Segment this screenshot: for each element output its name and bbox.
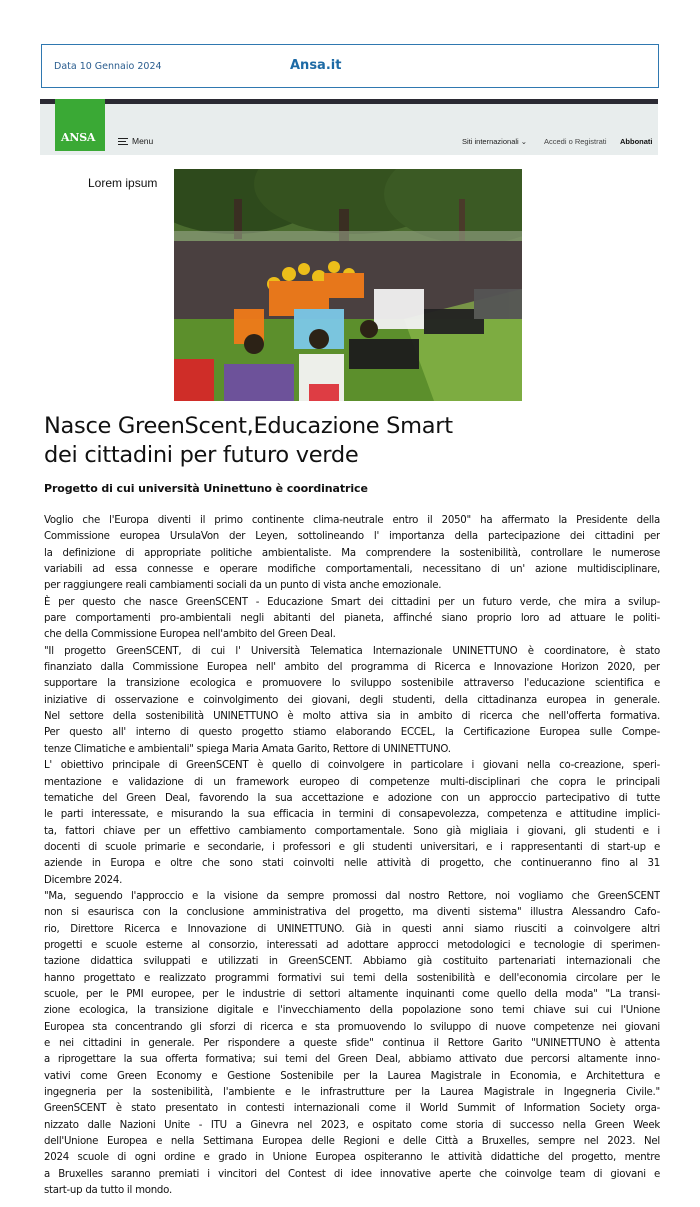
article-body-line: nizzato dalle Nazioni Unite - ITU a Ginevra nel 2023, e ospitato come storia di successo nella Green Week: [44, 1119, 660, 1131]
article-body-line: L' obiettivo principale di GreenSCENT è quello di coinvolgere in particolare i giovani nella co-creazione, speri-: [44, 760, 660, 772]
article-body-line: finanziato dalla Commissione Europea nell' ambito del programma di Ricerca e Innovazione Horizon 2020, per: [44, 662, 660, 674]
title-line: Nasce GreenScent,Educazione Smart: [44, 413, 453, 439]
article-body-line: Nel settore della sostenibilità UNINETTUNO è molto attiva sia in ambito di ricerca che nell'offerta formativa.: [44, 711, 660, 723]
article-body-line: Commissione europea UrsulaVon der Leyen, sottolineando l' importanza della partecipazione dei cittadini per: [44, 531, 660, 543]
article-body-line: dell'Unione Europea e nella Settimana Europea delle Regioni e delle Città a Bruxelles, sempre nel 2023. Nel: [44, 1136, 660, 1148]
article-body-line: scuole, per le PMI europee, per le industrie di settori altamente inquinanti come quello della moda" "La transi-: [44, 988, 660, 1000]
menu-label: Menu: [132, 136, 154, 146]
article-body-line: pare comportamenti pro-ambientali negli abitanti del pianeta, affinché siano proprio loro ad attuare le politi-: [44, 613, 660, 625]
article-body-line: GreenSCENT è stato presentato in contesti internazionali come il World Summit of Information Society orga-: [44, 1103, 660, 1115]
article-body-line: tematiche del Green Deal, favorendo la sua accettazione e adozione con un approccio partecipativo di tutte: [44, 792, 660, 804]
article-body-line: tazione didattica sviluppati e utilizzati in GreenSCENT. Abbiamo già costituito partenariati internazionali che: [44, 956, 660, 968]
article-body-line: tenze Climatiche e ambientali" spiega Maria Amata Garito, Rettore di UNINETTUNO.: [44, 743, 451, 755]
article-body-line: zione ecologica, la transizione digitale e l'invecchiamento della popolazione sono temi chiave sui cui l'Unione: [44, 1005, 660, 1017]
hamburger-icon: [118, 138, 128, 145]
article-body-line: e nei cittadini in generale. Per rispondere a queste sfide" continua il Rettore Garito "UNINETTUNO è attenta: [44, 1038, 660, 1049]
article-body-line: hanno progettato e realizzato programmi formativi sui temi della sostenibilità e dell'economia circolare per le: [44, 972, 660, 984]
article-body-line: Per questo all' interno di questo progetto stiamo elaborando ECCEL, la Certificazione Europea sulle Compe-: [44, 727, 660, 739]
publication-source: Ansa.it: [290, 58, 342, 73]
article-subtitle: Progetto di cui università Uninettuno è coordinatrice: [44, 482, 368, 495]
article-body-line: "Il progetto GreenSCENT, di cui l' Università Telematica Internazionale UNINETTUNO è coordinatore, è stato: [44, 645, 660, 657]
ansa-navbar: [40, 99, 658, 155]
article-body-line: docenti di scuole primarie e secondarie, i professori e gli studenti universitari, e i rappresentanti di start-up e: [44, 841, 660, 853]
article-body-line: Europea sta concentrando gli sforzi di ricerca e sta promuovendo lo sviluppo di nuove competenze nei giovani: [44, 1021, 660, 1033]
article-body-line: 2024 scuole di ogni ordine e grado in Unione Europea ospiteranno le attività didattiche del progetto, mentre: [44, 1152, 660, 1164]
article-title: [44, 412, 453, 470]
title-line: dei cittadini per futuro verde: [44, 442, 359, 468]
article-body-line: a riprogettare la sua offerta formativa; sui temi del Green Deal, abbiamo attivato due percorsi altamente inno-: [44, 1054, 660, 1066]
ansa-logo-text: ANSA: [61, 131, 96, 144]
article-body-line: iniziative di osservazione e coinvolgimento dei giovani, degli studenti, della cittadinanza europea in generale.: [44, 694, 660, 706]
article-body-line: Dicembre 2024.: [44, 874, 123, 886]
article-body: [44, 513, 660, 1199]
article-body-line: vativi come Green Economy e Gestione Sostenibile per la Laurea Magistrale in Economia, e Architettura e: [44, 1070, 660, 1082]
article-body-line: che della Commissione Europea nell'ambito del Green Deal.: [44, 629, 336, 641]
article-body-line: ingegneria per la sostenibilità, l'ambiente e le infrastrutture per la Laurea Magistrale in Ingegneria Civile.": [44, 1087, 660, 1099]
subscribe-link[interactable]: Abbonati: [620, 137, 653, 146]
children-in-park-photo: [174, 169, 522, 401]
article-body-line: a Bruxelles saranno premiati i vincitori del Contest di idee innovative aperte che coinvolge team di giovani e: [44, 1168, 660, 1180]
article-body-line: mentazione e validazione di un framework europeo di competenze multi-disciplinari che copra le principali: [44, 776, 660, 788]
article-body-line: variabili ad essa connesse e operare modifiche comportamentali, necessitano di un' azione multidisciplinare,: [44, 564, 660, 576]
article-body-line: rio, Direttore Ricerca e Innovazione di UNINETTUNO. Già in questi anni siamo riusciti a coinvolgere altri: [44, 923, 660, 935]
article-body-line: "Ma, seguendo l'approccio e la visione da sempre promossi dal nostro Rettore, noi vogliamo che GreenSCENT: [44, 890, 660, 902]
article-body-line: ta, fattori chiave per un effettivo cambiamento comportamentale. Sono già migliaia i giovani, gli studenti e i: [44, 825, 660, 837]
navbar-top-line: [40, 99, 658, 104]
photo-caption: Lorem ipsum: [88, 176, 158, 190]
article-body-line: aziende in Europa e oltre che sono stati coinvolti nelle attività di progetto, che continueranno fino al 31: [44, 858, 660, 870]
siti-label: Siti internazionali: [462, 137, 519, 146]
publication-date: Data 10 Gennaio 2024: [54, 61, 162, 72]
menu-button[interactable]: [118, 136, 153, 146]
article-body-line: progetti e scuole esterne al consorzio, interessati ad adottare approcci metodologici e tecnologie di sperimen-: [44, 939, 660, 951]
chevron-down-icon: ⌄: [520, 137, 528, 146]
article-photo: [174, 169, 522, 401]
article-body-line: la definizione di appropriate politiche ambientaliste. Ma comprendere la sostenibilità, controllare le numerose: [44, 547, 660, 559]
article-body-line: le parti interessate, e misurando la sua efficacia in termini di consapevolezza, competenza e attitudine implici-: [44, 809, 660, 821]
article-body-line: È per questo che nasce GreenSCENT - Educazione Smart dei cittadini per un futuro verde, che mira a svilup-: [44, 596, 660, 608]
siti-internazionali-dropdown[interactable]: [462, 137, 527, 146]
article-body-line: Voglio che l'Europa diventi il primo continente clima-neutrale entro il 2050" ha affermato la Presidente della: [44, 515, 660, 526]
article-body-line: start-up da tutto il mondo.: [44, 1185, 172, 1197]
clipping-header: [41, 44, 659, 88]
article-body-line: non si esaurisca con la conclusione amministrativa del progetto, ma diventi sistema" illustra Alessandro Cafo-: [44, 907, 660, 919]
login-link[interactable]: Accedi o Registrati: [544, 137, 607, 146]
article-body-line: supportare la transizione ecologica e promuovere lo sviluppo sostenibile attraverso l'educazione scientifica e: [44, 678, 660, 690]
ansa-logo[interactable]: [55, 99, 105, 151]
article-body-line: per raggiungere reali cambiamenti sociali da un punto di vista anche emozionale.: [44, 580, 442, 592]
